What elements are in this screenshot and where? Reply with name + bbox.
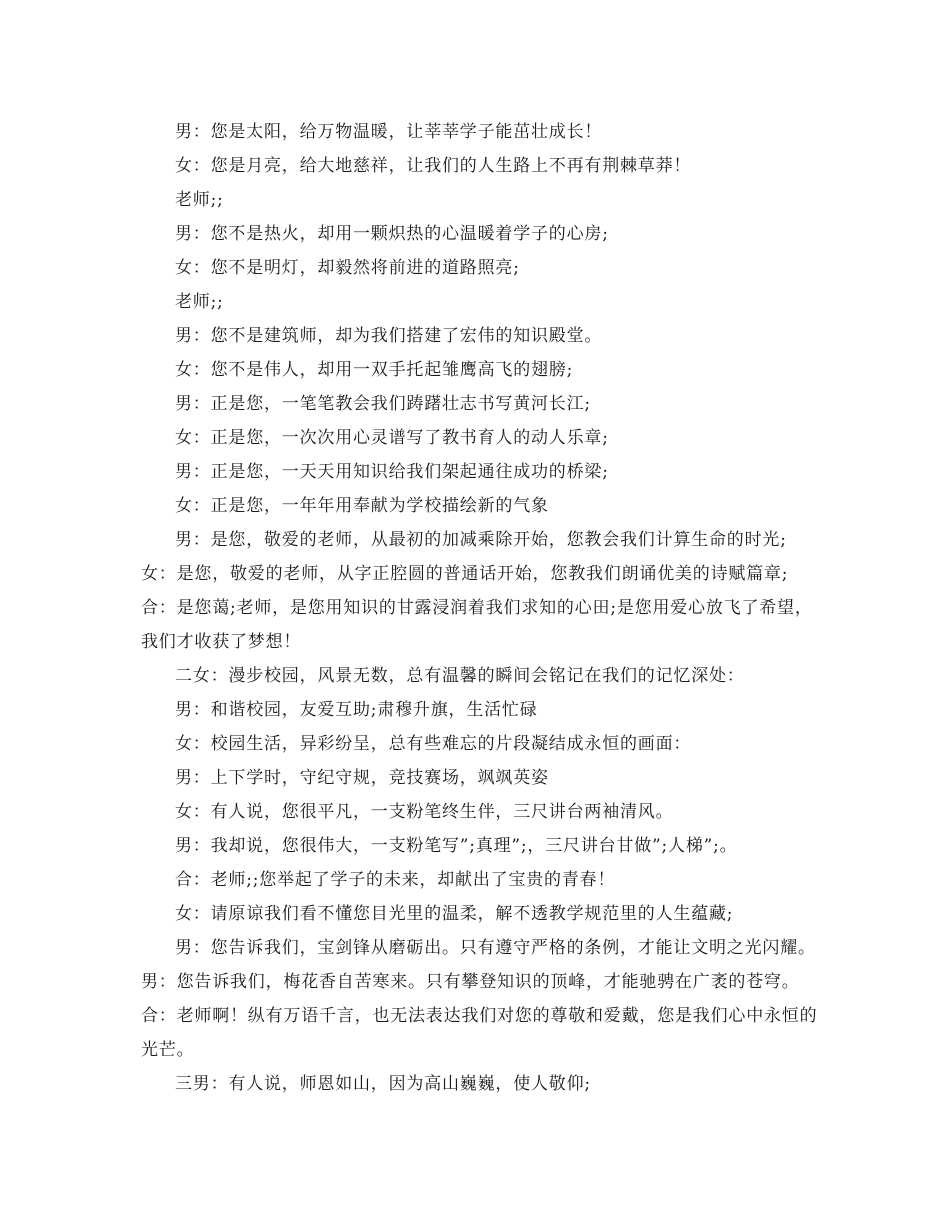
paragraph: 女：请原谅我们看不懂您目光里的温柔，解不透教学规范里的人生蕴藏; [175, 904, 734, 924]
paragraph: 三男：有人说，师恩如山，因为高山巍巍，使人敬仰; [175, 1074, 591, 1094]
paragraph: 男：正是您，一天天用知识给我们架起通往成功的桥梁; [175, 462, 609, 482]
paragraph: 女：校园生活，异彩纷呈，总有些难忘的片段凝结成永恒的画面： [175, 734, 692, 754]
paragraph: 女：有人说，您很平凡，一支粉笔终生伴，三尺讲台两袖清风。 [175, 802, 674, 822]
paragraph: 男：上下学时，守纪守规，竞技赛场，飒飒英姿 [175, 768, 549, 788]
paragraph: 合：是您蔼;老师，是您用知识的甘露浸润着我们求知的心田;是您用爱心放飞了希望，我们才收获了梦想！ [141, 598, 813, 652]
paragraph: 男：和谐校园，友爱互助;肃穆升旗，生活忙碌 [175, 700, 538, 720]
paragraph: 男：正是您，一笔笔教会我们踌躇壮志书写黄河长江; [175, 394, 591, 414]
paragraph: 老师;; [175, 190, 224, 210]
paragraph: 合：老师;;您举起了学子的未来，却献出了宝贵的青春！ [175, 870, 616, 890]
paragraph: 女：是您，敬爱的老师，从字正腔圆的普通话开始，您教我们朗诵优美的诗赋篇章; [141, 564, 789, 584]
paragraph: 男：我却说，您很伟大，一支粉笔写”;真理”;，三尺讲台甘做”;人梯”;。 [175, 836, 738, 856]
paragraph: 男：您不是建筑师，却为我们搭建了宏伟的知识殿堂。 [175, 326, 603, 346]
paragraph: 老师;; [175, 292, 224, 312]
paragraph: 男：您是太阳，给万物温暖，让莘莘学子能茁壮成长！ [175, 122, 603, 142]
paragraph: 女：正是您，一年年用奉献为学校描绘新的气象 [175, 496, 549, 516]
paragraph: 女：正是您，一次次用心灵谱写了教书育人的动人乐章; [175, 428, 609, 448]
paragraph: 女：您不是明灯，却毅然将前进的道路照亮; [175, 258, 520, 278]
paragraph: 男：您告诉我们，宝剑锋从磨砺出。只有遵守严格的条例，才能让文明之光闪耀。男：您告诉我们，梅花香自苦寒来。只有攀登知识的顶峰，才能驰骋在广袤的苍穹。合：老师啊！纵有万语千言，也无法表达我们对您的尊敬和爱戴，您是我们心中永恒的光芒。 [141, 938, 818, 1060]
paragraph: 女：您是月亮，给大地慈祥，让我们的人生路上不再有荆棘草莽！ [175, 156, 692, 176]
paragraph: 女：您不是伟人，却用一双手托起雏鹰高飞的翅膀; [175, 360, 574, 380]
paragraph: 男：您不是热火，却用一颗炽热的心温暖着学子的心房; [175, 224, 609, 244]
paragraph: 二女：漫步校园，风景无数，总有温馨的瞬间会铭记在我们的记忆深处： [175, 666, 745, 686]
document-body [141, 115, 821, 1101]
paragraph: 男：是您，敬爱的老师，从最初的加减乘除开始，您教会我们计算生命的时光; [175, 530, 787, 550]
